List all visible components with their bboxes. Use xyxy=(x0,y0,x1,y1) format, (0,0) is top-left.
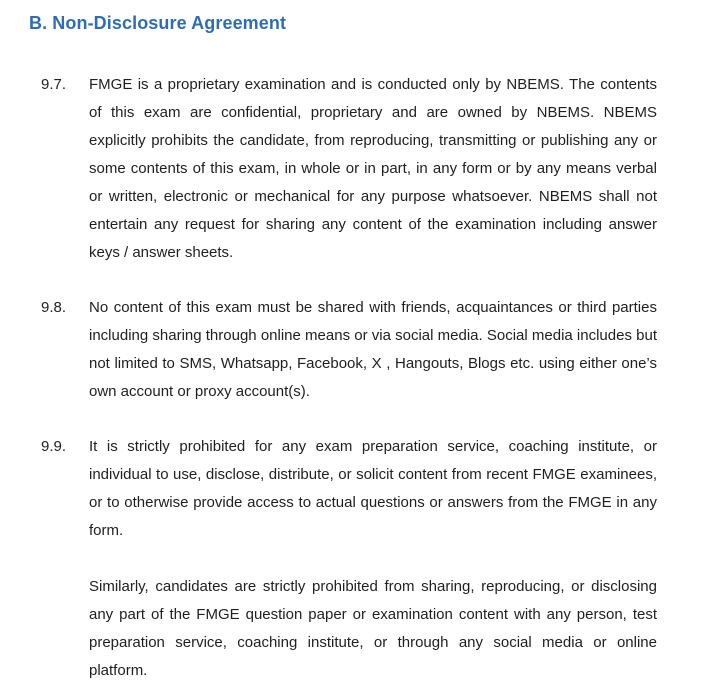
clause-paragraph: Similarly, candidates are strictly prohibited from sharing, reproducing, or disclosing any part of the FMGE question paper or examination content with any person, test preparation service, coaching institute, or through any social media or online platform. xyxy=(89,578,657,679)
clause-number: 9.8. xyxy=(41,299,67,316)
clause-paragraph: FMGE is a proprietary examination and is conducted only by NBEMS. The contents of this exam are confidential, proprietary and are owned by NBEMS. NBEMS explicitly prohibits the candidate, from reproducing, transmitting or publishing any or some contents of this exam, in whole or in part, in any form or by any means verbal or written, electronic or mechanical for any purpose whatsoever. NBEMS shall not entertain any request for sharing any content of the examination including answer keys / answer sheets. xyxy=(89,76,657,261)
clause-number: 9.7. xyxy=(41,76,67,93)
clause-body xyxy=(89,294,657,406)
clause-paragraph: It is strictly prohibited for any exam preparation service, coaching institute, or individual to use, disclose, distribute, or solicit content from recent FMGE examinees, or to otherwise provide access to actual questions or answers from the FMGE in any form. xyxy=(89,438,657,539)
clause-body xyxy=(89,433,657,685)
clause-paragraph: No content of this exam must be shared with friends, acquaintances or third parties including sharing through online means or via social media. Social media includes but not limited to SMS, Whatsapp, Facebook, X , Hangouts, Blogs etc. using either one’s own account or proxy account(s). xyxy=(89,299,657,400)
section-title: B. Non-Disclosure Agreement xyxy=(29,13,287,33)
clause-body xyxy=(89,71,657,267)
clause-number: 9.9. xyxy=(41,438,67,455)
